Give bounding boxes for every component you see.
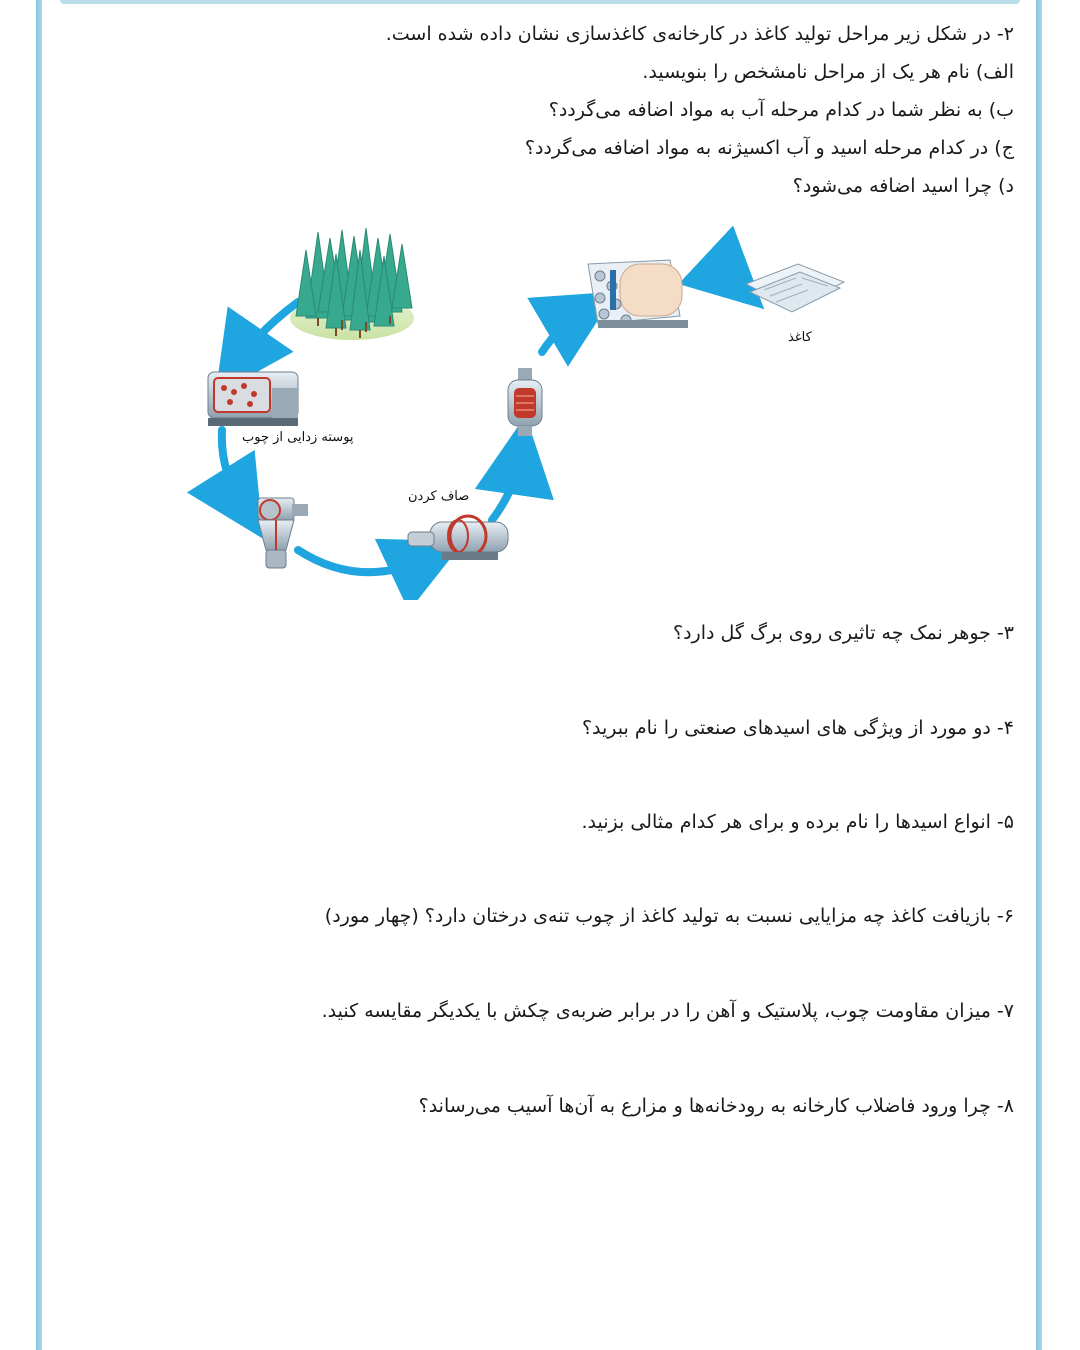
page-border-left [36, 0, 42, 1350]
question-5: ۵- انواع اسیدها را نام برده و برای هر کدام مثالی بزنید. [581, 811, 1014, 833]
arrow-debarker-to-chipper [222, 430, 242, 505]
paper-machine [588, 260, 688, 328]
question-2-part-b: ب) به نظر شما در کدام مرحله آب به مواد اضافه می‌گردد؟ [548, 99, 1014, 121]
page-border-right [1036, 0, 1042, 1350]
label-debarking: پوسته زدایی از چوب [242, 430, 354, 445]
filtering-machine [408, 516, 508, 560]
arrow-forest-to-debarker [238, 302, 298, 362]
question-3: ۳- جوهر نمک چه تاثیری روی برگ گل دارد؟ [672, 622, 1014, 644]
question-2-part-c: ج) در کدام مرحله اسید و آب اکسیژنه به مواد اضافه می‌گردد؟ [524, 137, 1014, 159]
pulping-machine [258, 498, 308, 568]
arrow-rollers-to-paper [695, 274, 735, 282]
bleaching-tank [508, 368, 542, 436]
question-7: ۷- میزان مقاومت چوب، پلاستیک و آهن را در برابر ضربه‌ی چکش با یکدیگر مقایسه کنید. [321, 1000, 1014, 1022]
label-paper: کاغذ [788, 330, 812, 345]
debarking-machine [208, 372, 298, 426]
paper-production-diagram [180, 220, 860, 600]
question-2-intro: ۲- در شکل زیر مراحل تولید کاغذ در کارخانه‌ی کاغذسازی نشان داده شده است. [385, 23, 1014, 45]
question-2-part-a: الف) نام هر یک از مراحل نامشخص را بنویسید. [642, 61, 1014, 83]
question-8: ۸- چرا ورود فاضلاب کارخانه به رودخانه‌ها و مزارع به آن‌ها آسیب می‌رساند؟ [418, 1095, 1014, 1117]
forest-illustration [290, 228, 414, 340]
page-border-top [60, 0, 1020, 4]
arrow-tank-to-rollers [542, 312, 582, 352]
question-4: ۴- دو مورد از ویژگی های اسیدهای صنعتی را نام ببرید؟ [581, 717, 1014, 739]
label-filtering: صاف کردن [408, 489, 470, 504]
arrow-filter-to-tank [492, 455, 520, 520]
question-2-part-d: د) چرا اسید اضافه می‌شود؟ [792, 175, 1014, 197]
paper-sheets [746, 264, 844, 312]
question-6: ۶- بازیافت کاغذ چه مزایایی نسبت به تولید کاغذ از چوب تنه‌ی درختان دارد؟ (چهار مورد) [324, 905, 1014, 927]
arrow-chipper-to-filter [298, 550, 428, 572]
